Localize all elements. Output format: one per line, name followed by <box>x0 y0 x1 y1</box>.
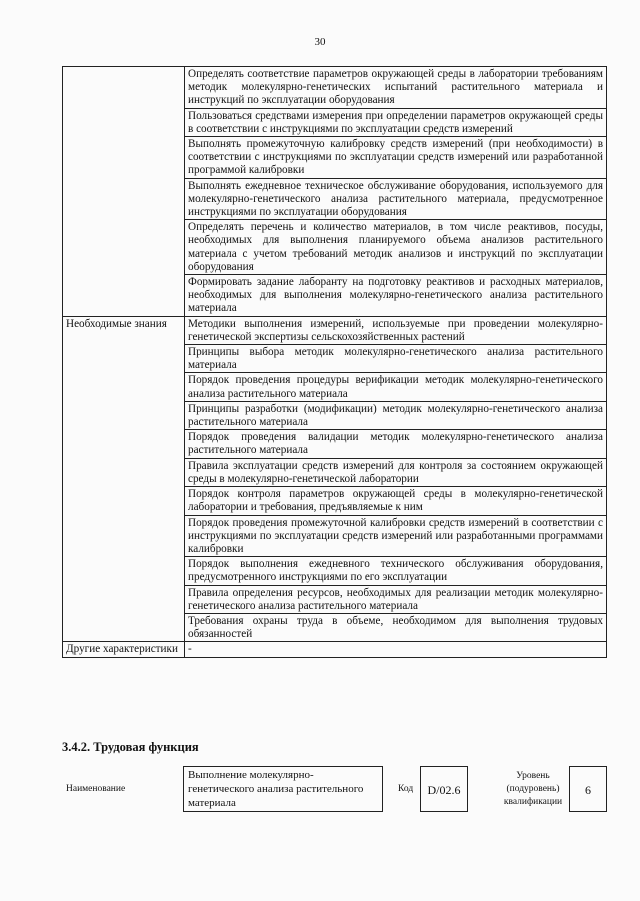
table-cell: Правила эксплуатации средств измерений для контроля за состоянием окружающей среды в молекулярно-генетической лаборатории <box>185 458 607 486</box>
code-label: Код <box>398 784 414 794</box>
table-cell: Методики выполнения измерений, используемые при проведении молекулярно-генетической экспертизы сельскохозяйственных растений <box>185 316 607 344</box>
table-cell: Порядок проведения процедуры верификации методик молекулярно-генетического анализа растительного материала <box>185 373 607 401</box>
name-value: Выполнение молекулярно-генетического анализа растительного материала <box>183 766 383 812</box>
other-characteristics-value: - <box>185 642 607 657</box>
table-cell: Принципы выбора методик молекулярно-генетического анализа растительного материала <box>185 345 607 373</box>
section-heading: 3.4.2. Трудовая функция <box>62 740 199 754</box>
table-cell: Порядок выполнения ежедневного технического обслуживания оборудования, предусмотренного инструкциями по его эксплуатации <box>185 557 607 585</box>
table-cell: Выполнять промежуточную калибровку средств измерений (при необходимости) в соответствии с инструкциями по эксплуатации средств измерений или разработанной программой калибровки <box>185 137 607 179</box>
table-cell: Определять перечень и количество материалов, в том числе реактивов, посуды, необходимых для выполнения планируемого объема анализов растительного материала с учетом требований методик анализов и инструкций по эксплуатации оборудования <box>185 220 607 275</box>
table-cell: Требования охраны труда в объеме, необходимом для выполнения трудовых обязанностей <box>185 613 607 641</box>
table-cell: Правила определения ресурсов, необходимых для реализации методик молекулярно-генетического анализа растительного материала <box>185 585 607 613</box>
other-characteristics-label: Другие характеристики <box>63 642 185 657</box>
table-cell: Порядок контроля параметров окружающей среды в молекулярно-генетической лаборатории и требования, предъявляемые к ним <box>185 487 607 515</box>
requirements-table <box>62 66 607 658</box>
table-cell: Выполнять ежедневное техническое обслуживание оборудования, используемого для молекулярно-генетического анализа растительного материала, предусмотренное инструкциями по эксплуатации оборудования <box>185 178 607 220</box>
code-value: D/02.6 <box>420 766 468 812</box>
level-value: 6 <box>569 766 607 812</box>
table-row <box>63 67 607 109</box>
table-cell: Порядок проведения валидации методик молекулярно-генетического анализа растительного материала <box>185 430 607 458</box>
table-cell: Порядок проведения промежуточной калибровки средств измерений в соответствии с инструкциями по эксплуатации средств измерений или разработанными программами калибровки <box>185 515 607 557</box>
skills-label-cell <box>63 67 185 317</box>
table-cell: Формировать задание лаборанту на подготовку реактивов и расходных материалов, необходимых для выполнения молекулярно-генетического анализа растительного материала <box>185 275 607 317</box>
labor-function-row <box>62 766 607 816</box>
table-row <box>63 316 607 344</box>
table-cell: Определять соответствие параметров окружающей среды в лаборатории требованиям методик молекулярно-генетических испытаний растительного материала и инструкций по эксплуатации оборудования <box>185 67 607 109</box>
table-cell: Принципы разработки (модификации) методик молекулярно-генетического анализа растительного материала <box>185 401 607 429</box>
level-label: Уровень (подуровень) квалификации <box>503 771 563 807</box>
name-label: Наименование <box>66 784 126 794</box>
page-number: 30 <box>314 36 326 48</box>
knowledge-label: Необходимые знания <box>63 316 185 642</box>
table-cell: Пользоваться средствами измерения при определении параметров окружающей среды в соответствии с инструкциями по эксплуатации средств измерений <box>185 108 607 136</box>
table-row <box>63 642 607 657</box>
